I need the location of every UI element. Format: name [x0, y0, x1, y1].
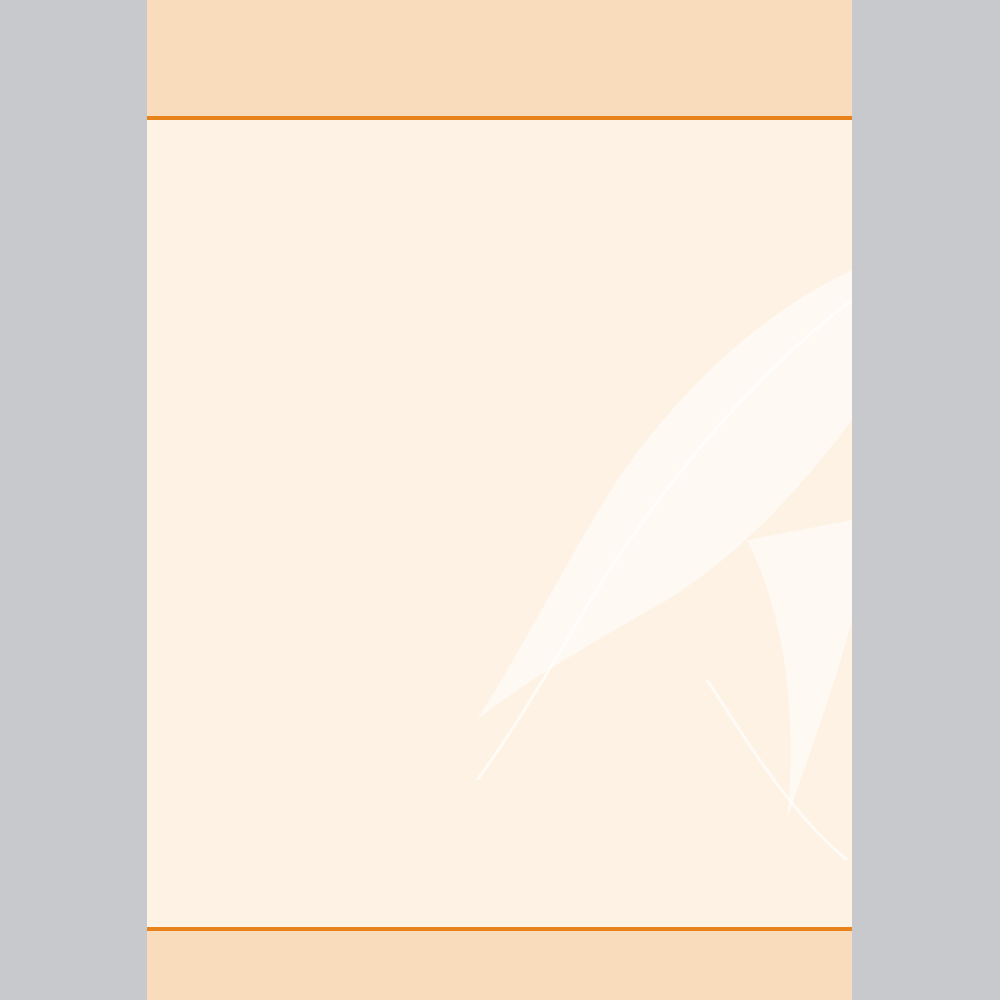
book-page: [147, 0, 852, 1000]
top-feather-border: [147, 0, 852, 116]
top-divider: [147, 116, 852, 120]
feather-border-icon: [147, 931, 852, 1000]
feather-watermark-icon: [147, 120, 852, 927]
feather-border-icon: [147, 0, 852, 116]
bottom-feather-border: [147, 931, 852, 1000]
